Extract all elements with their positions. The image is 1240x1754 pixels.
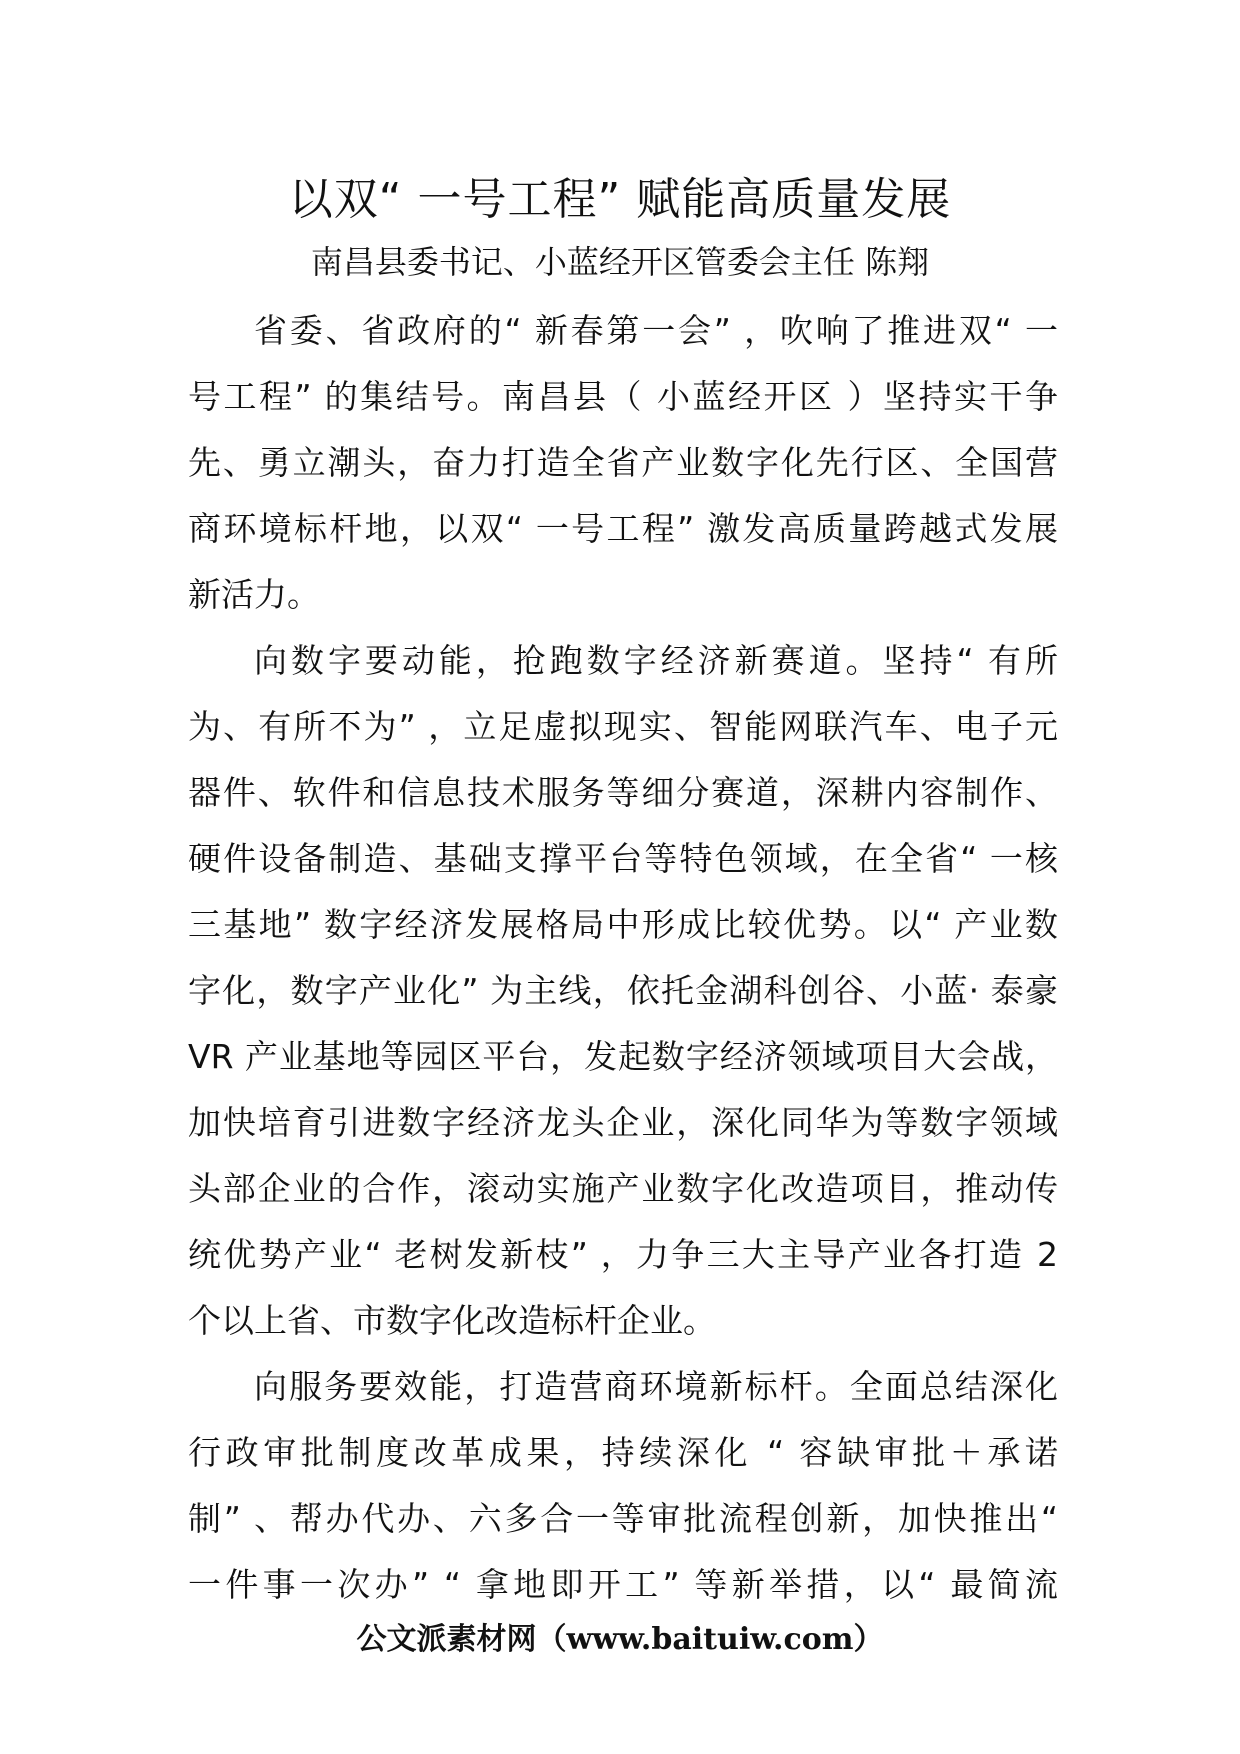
- text-line: 加快培育引进数字经济龙头企业，深化同华为等数字领域: [188, 1103, 1058, 1142]
- paragraph-1: [188, 298, 1058, 628]
- text-line: 省委、省政府的“ 新春第一会” ，吹响了推进双“ 一: [254, 311, 1058, 350]
- text-line: 商环境标杆地，以双“ 一号工程” 激发高质量跨越式发展: [188, 509, 1058, 548]
- document-title: 以双“ 一号工程” 赋能高质量发展: [288, 174, 952, 225]
- text-line: 先、勇立潮头，奋力打造全省产业数字化先行区、全国营: [188, 443, 1058, 482]
- text-line: 一件事一次办” “ 拿地即开工” 等新举措，以“ 最简流: [188, 1565, 1059, 1604]
- text-line: 硬件设备制造、基础支撑平台等特色领域，在全省“ 一核: [188, 839, 1058, 878]
- text-line: 统优势产业“ 老树发新枝” ，力争三大主导产业各打造 2: [188, 1235, 1058, 1274]
- author-byline: 南昌县委书记、小蓝经开区管委会主任 陈翔: [310, 243, 930, 281]
- paragraph-2: [188, 628, 1058, 1354]
- text-line: 三基地” 数字经济发展格局中形成比较优势。以“ 产业数: [188, 905, 1058, 944]
- document-body: [188, 298, 1058, 1618]
- text-line: 向数字要动能，抢跑数字经济新赛道。坚持“ 有所: [254, 641, 1058, 680]
- text-line: 向服务要效能，打造营商环境新标杆。全面总结深化: [254, 1367, 1058, 1406]
- footer-watermark: 公文派素材网（www.baituiw.com）: [356, 1622, 884, 1657]
- paragraph-3: [188, 1354, 1058, 1618]
- text-line: VR 产业基地等园区平台，发起数字经济领域项目大会战，: [188, 1037, 1058, 1076]
- text-line: 为、有所不为” ，立足虚拟现实、智能网联汽车、电子元: [188, 707, 1058, 746]
- text-line: 号工程” 的集结号。南昌县（ 小蓝经开区 ）坚持实干争: [188, 377, 1058, 416]
- text-line: 器件、软件和信息技术服务等细分赛道，深耕内容制作、: [188, 773, 1058, 812]
- text-line: 字化，数字产业化” 为主线，依托金湖科创谷、小蓝· 泰豪: [188, 971, 1058, 1010]
- text-line: 个以上省、市数字化改造标杆企业。: [188, 1301, 716, 1340]
- text-line: 制” 、帮办代办、六多合一等审批流程创新，加快推出“: [188, 1499, 1058, 1538]
- text-line: 头部企业的合作，滚动实施产业数字化改造项目，推动传: [188, 1169, 1058, 1208]
- text-line: 新活力。: [188, 575, 320, 614]
- text-line: 行政审批制度改革成果，持续深化 “ 容缺审批＋承诺: [188, 1433, 1058, 1472]
